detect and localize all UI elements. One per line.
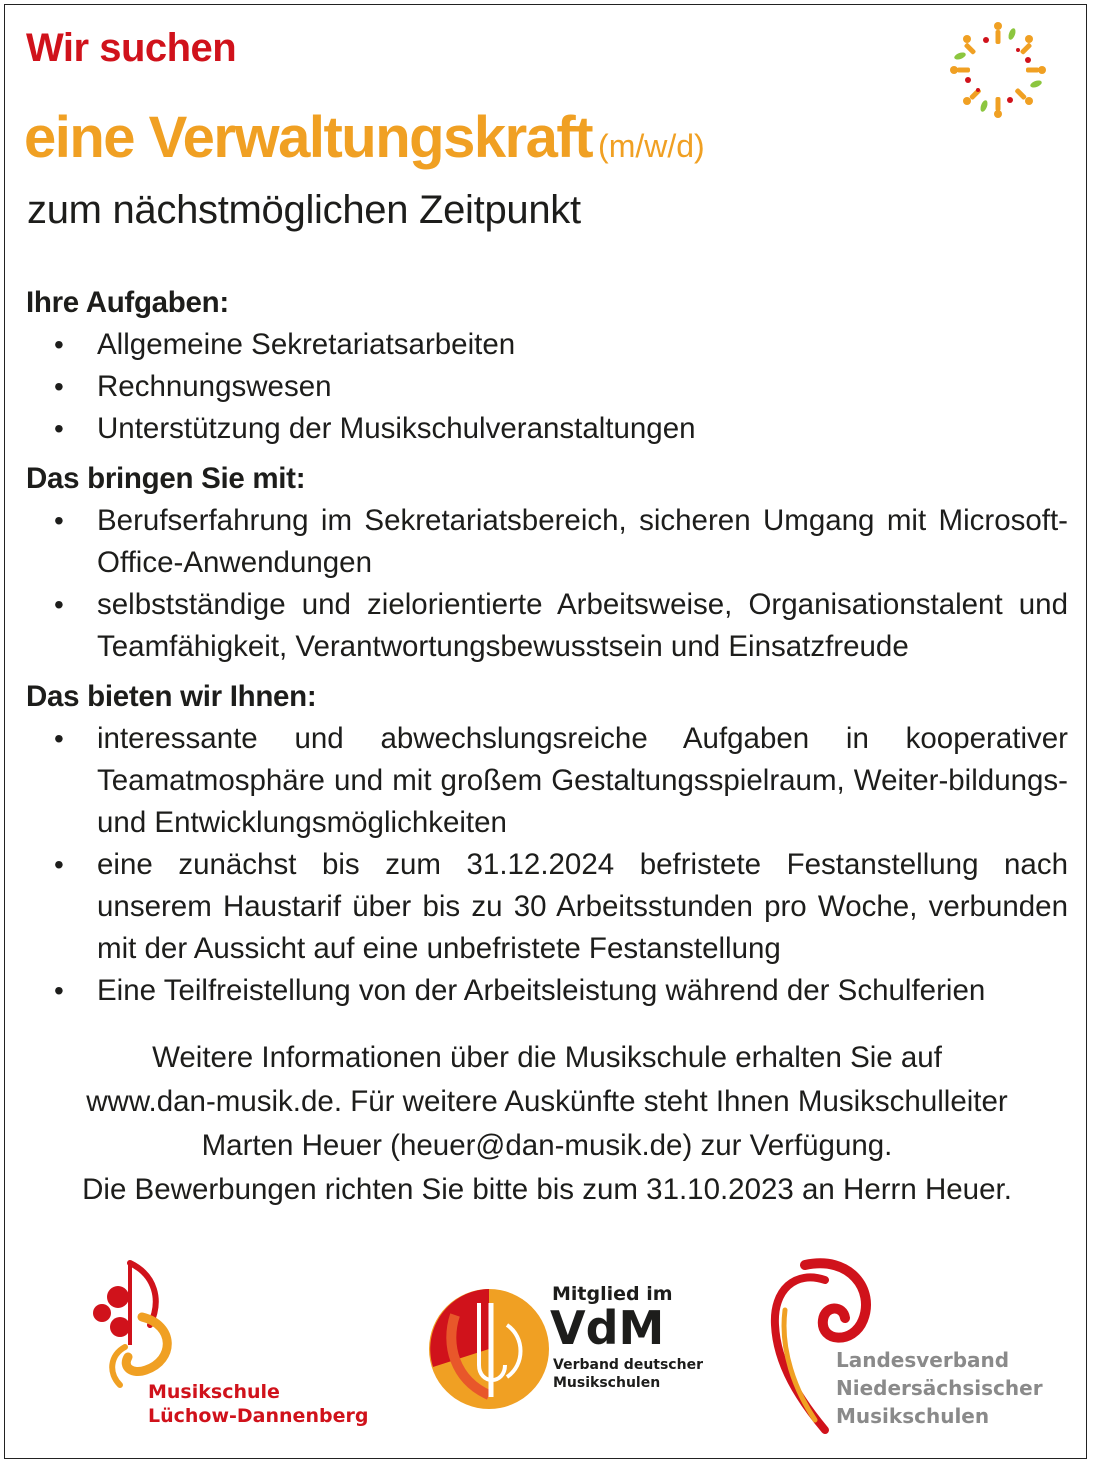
closing-line: Die Bewerbungen richten Sie bitte bis zum 31.10.2023 an Herrn Heuer. xyxy=(82,1173,1012,1206)
list-anforderungen xyxy=(26,500,1068,668)
closing-paragraph xyxy=(26,1036,1068,1212)
landesverband-name-line: Musikschulen xyxy=(836,1404,990,1428)
job-title-main: eine Verwaltungskraft xyxy=(24,105,593,170)
job-title xyxy=(24,104,705,171)
section-heading-angebot: Das bieten wir Ihnen: xyxy=(26,680,317,713)
closing-line: Marten Heuer (heuer@dan-musik.de) zur Verfügung. xyxy=(201,1129,893,1162)
landesverband-name-line: Niedersächsischer xyxy=(836,1376,1043,1400)
list-angebot xyxy=(26,718,1068,1012)
musikschule-name-line: Lüchow-Dannenberg xyxy=(148,1405,369,1427)
landesverband-logo-text xyxy=(836,1346,1043,1430)
list-item: • Berufserfahrung im Sekretariatsbereich, sicheren Umgang mit Microsoft-Office-Anwendungen xyxy=(26,500,1068,584)
job-description xyxy=(26,282,1068,1020)
list-item: • Rechnungswesen xyxy=(26,366,1068,408)
list-item: • Unterstützung der Musikschulveranstaltungen xyxy=(26,408,1068,450)
musikschule-logo-text xyxy=(148,1380,368,1428)
section-heading-aufgaben: Ihre Aufgaben: xyxy=(26,286,229,319)
list-item: • interessante und abwechslungsreiche Aufgaben in kooperativer Teamatmosphäre und mit großem Gestaltungsspielraum, Weiter-bildungs- und Entwicklungsmöglichkeiten xyxy=(26,718,1068,844)
closing-line: Weitere Informationen über die Musikschule erhalten Sie auf xyxy=(152,1041,942,1074)
vdm-circle-icon xyxy=(425,1285,553,1413)
closing-line: www.dan-musik.de. Für weitere Auskünfte steht Ihnen Musikschulleiter xyxy=(86,1085,1008,1118)
list-item: • eine zunächst bis zum 31.12.2024 befristete Festanstellung nach unserem Haustarif über bis zu 30 Arbeitsstunden pro Woche, verbunden mit der Aussicht auf eine unbefristete Festanstellung xyxy=(26,844,1068,970)
vdm-subtitle-line: Musikschulen xyxy=(553,1375,661,1391)
landesverband-name-line: Landesverband xyxy=(836,1348,1010,1372)
vdm-prefix: Mitglied im xyxy=(552,1283,673,1305)
vdm-name: VdM xyxy=(550,1301,665,1355)
musikschule-name-line: Musikschule xyxy=(148,1381,280,1403)
vdm-subtitle xyxy=(553,1356,703,1392)
vdm-subtitle-line: Verband deutscher xyxy=(553,1357,703,1373)
section-heading-anforderungen: Das bringen Sie mit: xyxy=(26,462,306,495)
musikschule-note-icon xyxy=(80,1255,190,1395)
list-item: • Eine Teilfreistellung von der Arbeitsleistung während der Schulferien xyxy=(26,970,1068,1012)
start-date-subtitle: zum nächstmöglichen Zeitpunkt xyxy=(27,188,581,232)
list-aufgaben xyxy=(26,324,1068,450)
headline-wir-suchen: Wir suchen xyxy=(26,26,237,70)
job-title-gender-suffix: (m/w/d) xyxy=(598,128,705,164)
list-item: • selbstständige und zielorientierte Arbeitsweise, Organisationstalent und Teamfähigkeit, Verantwortungsbewusstsein und Einsatzfreude xyxy=(26,584,1068,668)
list-item: • Allgemeine Sekretariatsarbeiten xyxy=(26,324,1068,366)
music-children-circle-icon xyxy=(950,12,1046,124)
